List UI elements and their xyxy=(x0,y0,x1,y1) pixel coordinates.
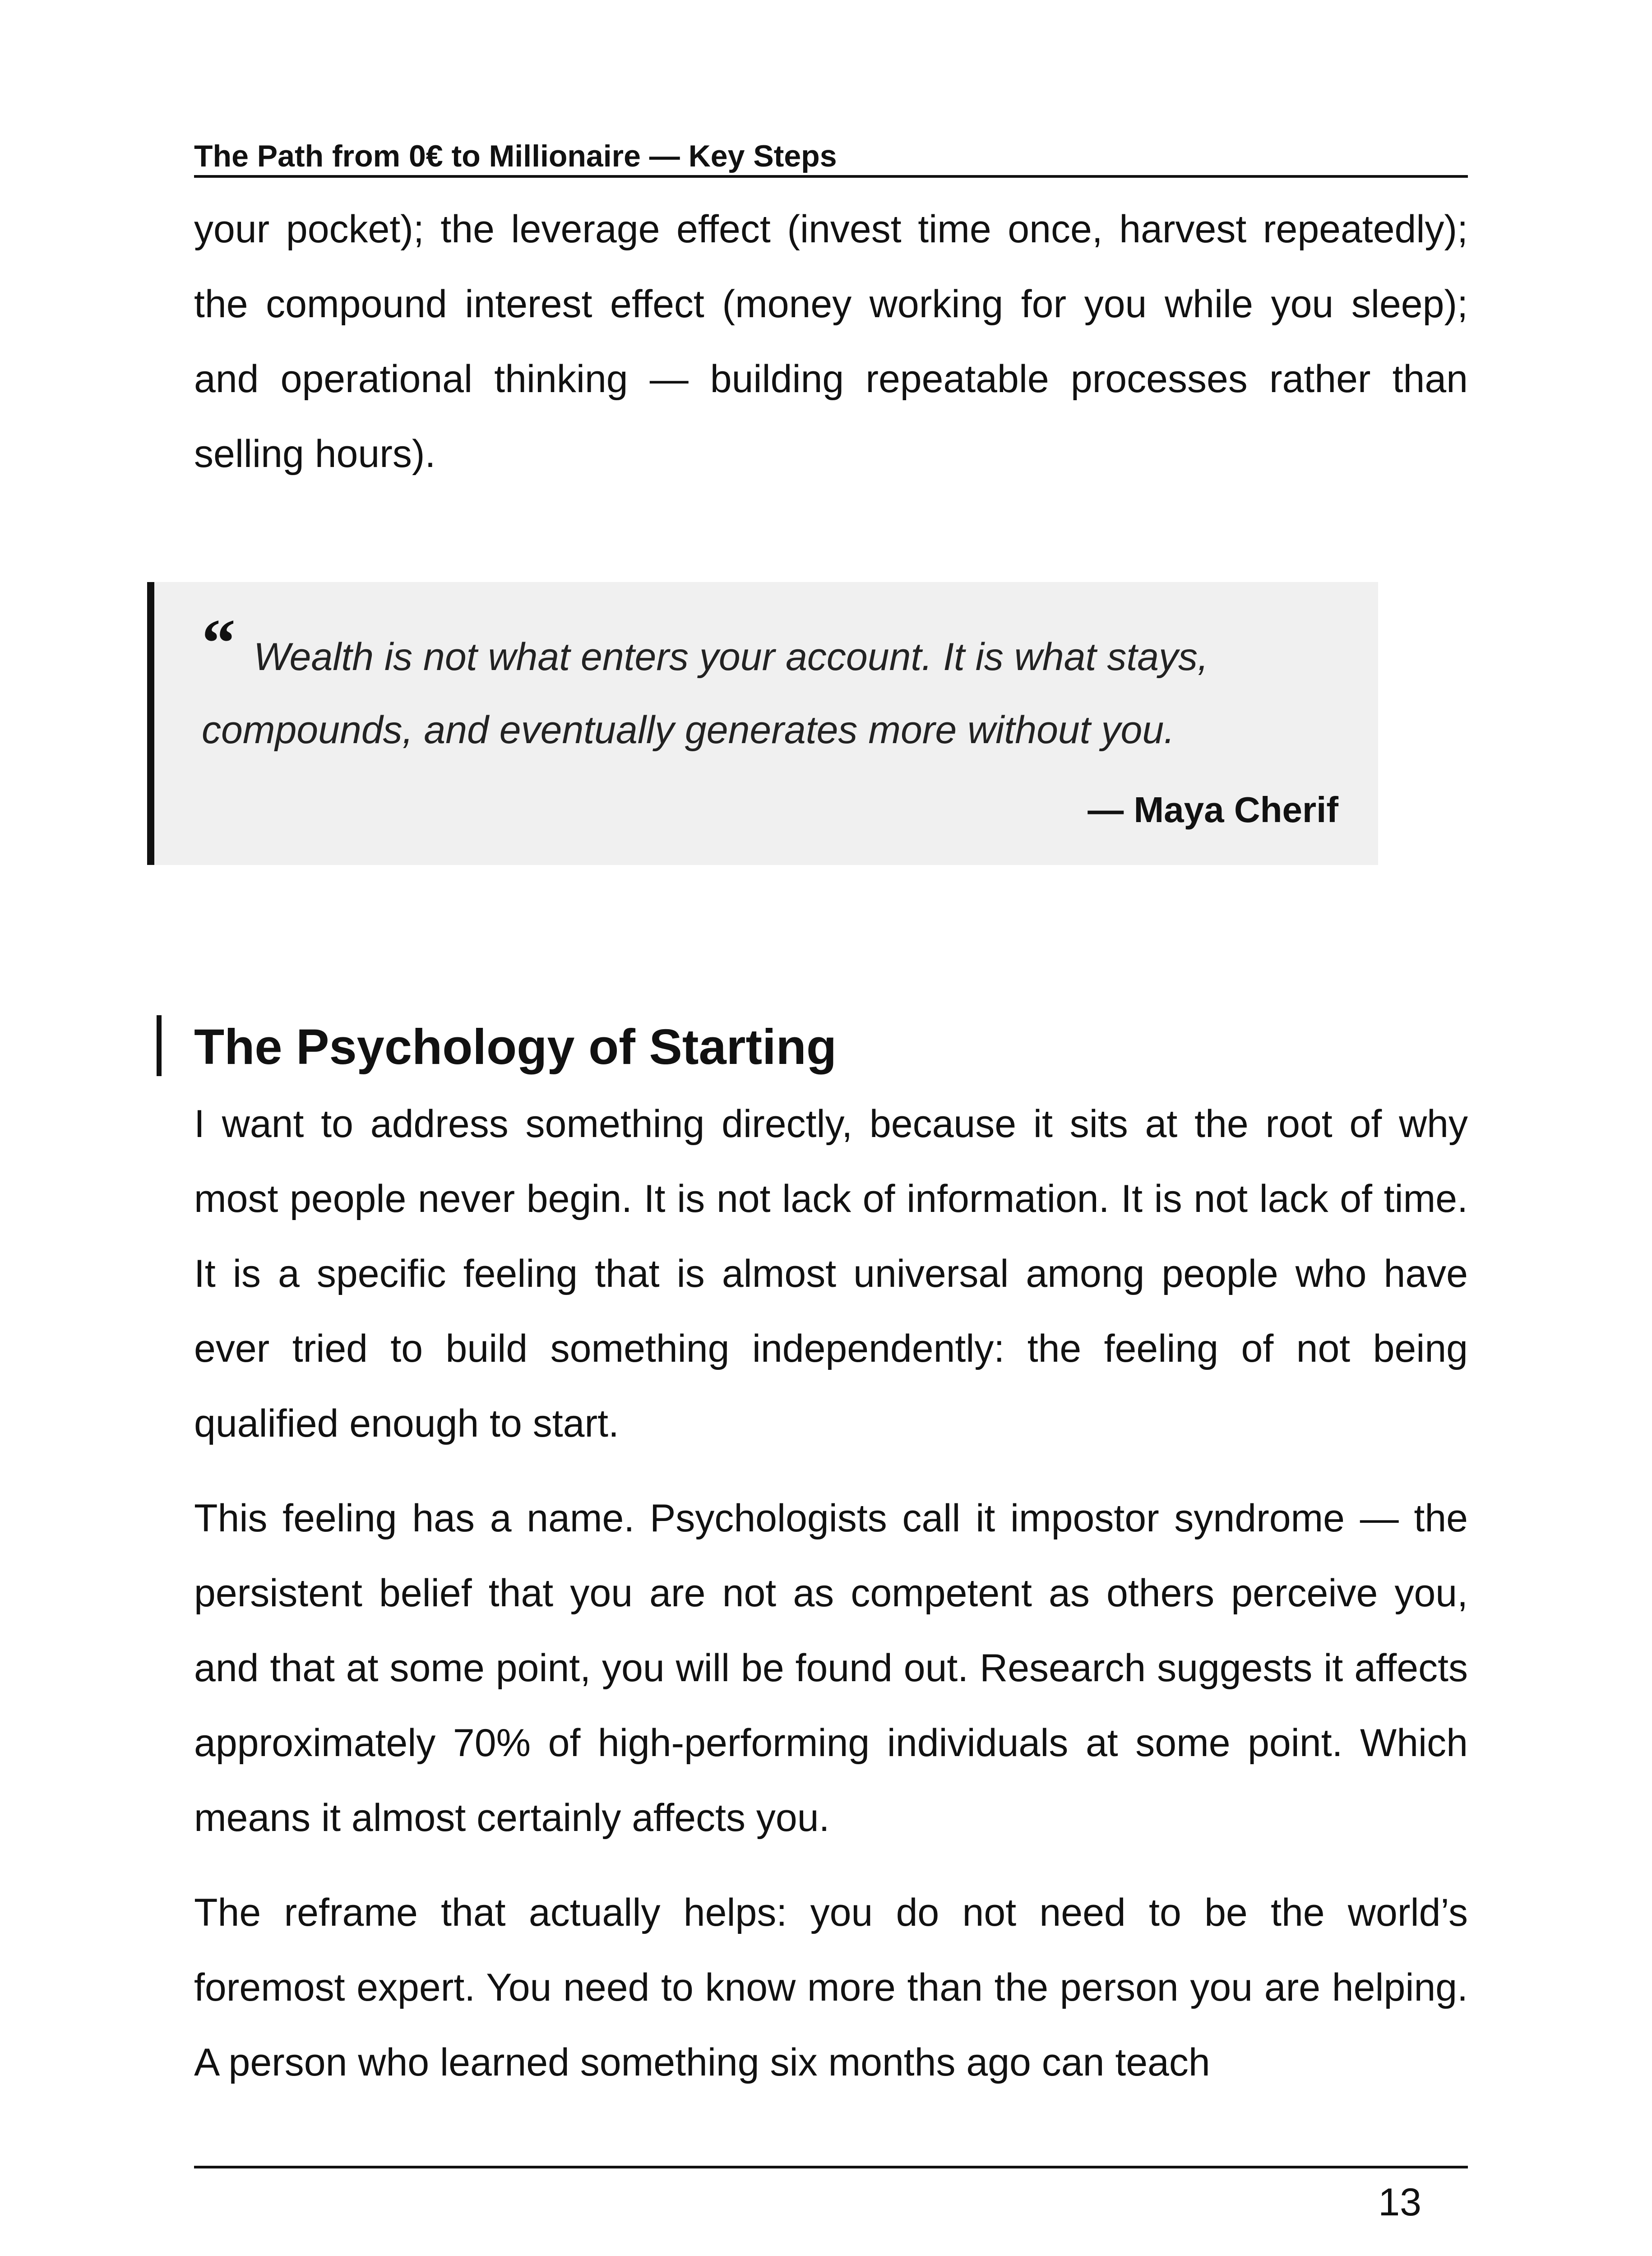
quote-author: — Maya Cherif xyxy=(1087,790,1338,830)
running-header xyxy=(194,134,1468,178)
page-number: 13 xyxy=(1378,2181,1421,2224)
section-title: The Psychology of Starting xyxy=(194,1019,837,1075)
intro-paragraph: your pocket); the leverage effect (invest time once, harvest repeatedly); the compound interest effect (money working for you while you sleep); and operational thinking — building repeatable processes rather than selling hours). xyxy=(194,208,1468,476)
body-paragraph: I want to address something directly, because it sits at the root of why most people never begin. It is not lack of information. It is not lack of time. It is a specific feeling that is almost universal among people who have ever tried to build something independently: the feeling of not being qualified enough to start. xyxy=(194,1102,1468,1445)
quote-text: Wealth is not what enters your account. It is what stays, compounds, and eventually generates more without you. xyxy=(202,635,1208,752)
section-accent-bar xyxy=(157,1015,162,1076)
body-paragraph: This feeling has a name. Psychologists call it impostor syndrome — the persistent belief that you are not as competent as others perceive you, and that at some point, you will be found out. Research suggests it affects approximately 70% of high-performing individuals at some point. Which means it almost certainly affects you. xyxy=(194,1497,1468,1840)
running-header-title: The Path from 0€ to Millionaire — Key Steps xyxy=(194,139,837,173)
footer-rule xyxy=(194,2166,1468,2168)
pull-quote xyxy=(147,582,1378,865)
body-paragraph: The reframe that actually helps: you do not need to be the world’s foremost expert. You need to know more than the person you are helping. A person who learned something six months ago can teach xyxy=(194,1891,1468,2084)
quote-mark-icon: “ xyxy=(202,606,236,680)
quote-block xyxy=(202,620,1357,767)
